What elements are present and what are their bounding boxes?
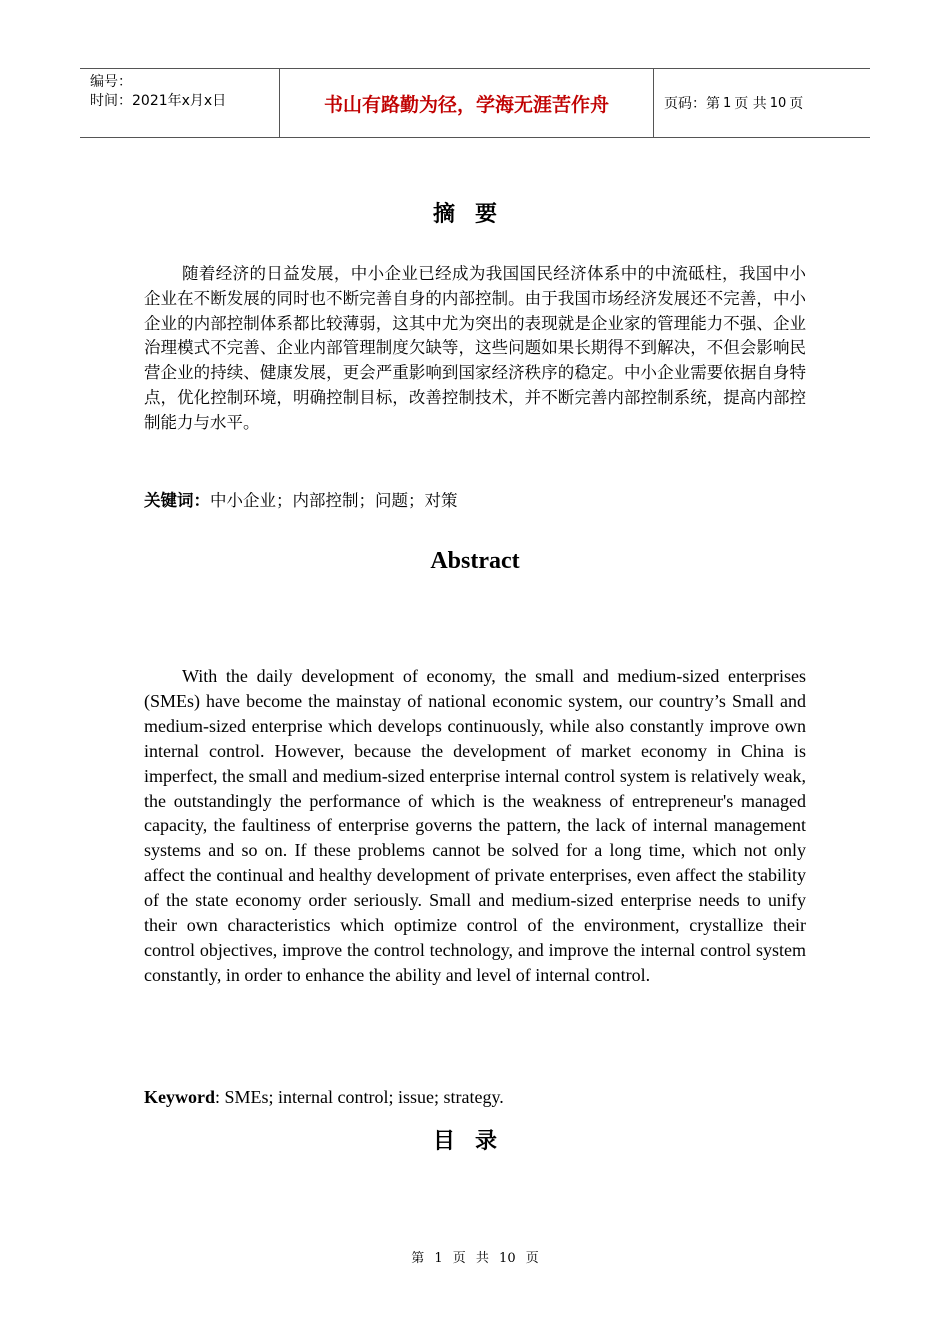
header-page-info	[654, 69, 870, 137]
header-page-end: 页	[789, 96, 804, 112]
header-page-mid: 页 共	[734, 96, 767, 112]
header-page-label: 页码：第	[664, 96, 720, 112]
toc-title: 目录	[432, 1129, 517, 1154]
header-number-label: 编号：	[90, 74, 132, 90]
page-header-table	[80, 68, 870, 138]
keywords-cn	[144, 487, 458, 511]
keywords-en-label: Keyword	[144, 1087, 215, 1107]
header-page-total: 10	[769, 95, 787, 111]
abstract-cn-body: 随着经济的日益发展，中小企业已经成为我国国民经济体系中的中流砥柱，我国中小企业在不断发展的同时也不断完善自身的内部控制。由于我国市场经济发展还不完善，中小企业的内部控制体系都比较薄弱，这其中尤为突出的表现就是企业家的管理能力不强、企业治理模式不完善、企业内部管理制度欠缺等，这些问题如果长期得不到解决，不但会影响民营企业的持续、健康发展，更会严重影响到国家经济秩序的稳定。中小企业需要依据自身特点，优化控制环境，明确控制目标，改善控制技术，并不断完善内部控制系统，提高内部控制能力与水平。	[144, 264, 806, 432]
abstract-en-body: With the daily development of economy, the small and medium-sized enterprises (SMEs) have become the mainstay of national economic system, our country’s Small and medium-sized enterprise which develops continuously, while also constantly improve own internal control. However, because the development of market economy in China is imperfect, the small and medium-sized enterprise internal control system is relatively weak, the outstandingly the performance of which is the weakness of entrepreneur's managed capacity, the faultiness of enterprise governs the pattern, the lack of internal management systems and so on. If these problems cannot be solved for a long time, which not only affect the continual and healthy development of private enterprises, even affect the stability of the state economy order seriously. Small and medium-sized enterprise needs to unify their own characteristics which optimize control of the environment, crystallize their control objectives, improve the control technology, and improve the internal control system constantly, in order to enhance the ability and level of internal control.	[144, 666, 806, 985]
abstract-cn-title: 摘要	[432, 202, 517, 227]
header-page-number: 1	[723, 95, 732, 111]
header-time-label: 时间：2021年x月x日	[90, 93, 227, 109]
keywords-en-values: : SMEs; internal control; issue; strategy.	[215, 1087, 504, 1107]
header-motto: 书山有路勤为径，学海无涯苦作舟	[280, 69, 654, 137]
keywords-cn-label: 关键词：	[144, 491, 210, 510]
abstract-en-title: Abstract	[430, 548, 520, 574]
keywords-en	[144, 1087, 504, 1108]
header-meta-cell	[80, 69, 280, 137]
page-footer: 第 1 页 共 10 页	[411, 1251, 539, 1266]
keywords-cn-values: 中小企业；内部控制；问题；对策	[210, 491, 458, 510]
